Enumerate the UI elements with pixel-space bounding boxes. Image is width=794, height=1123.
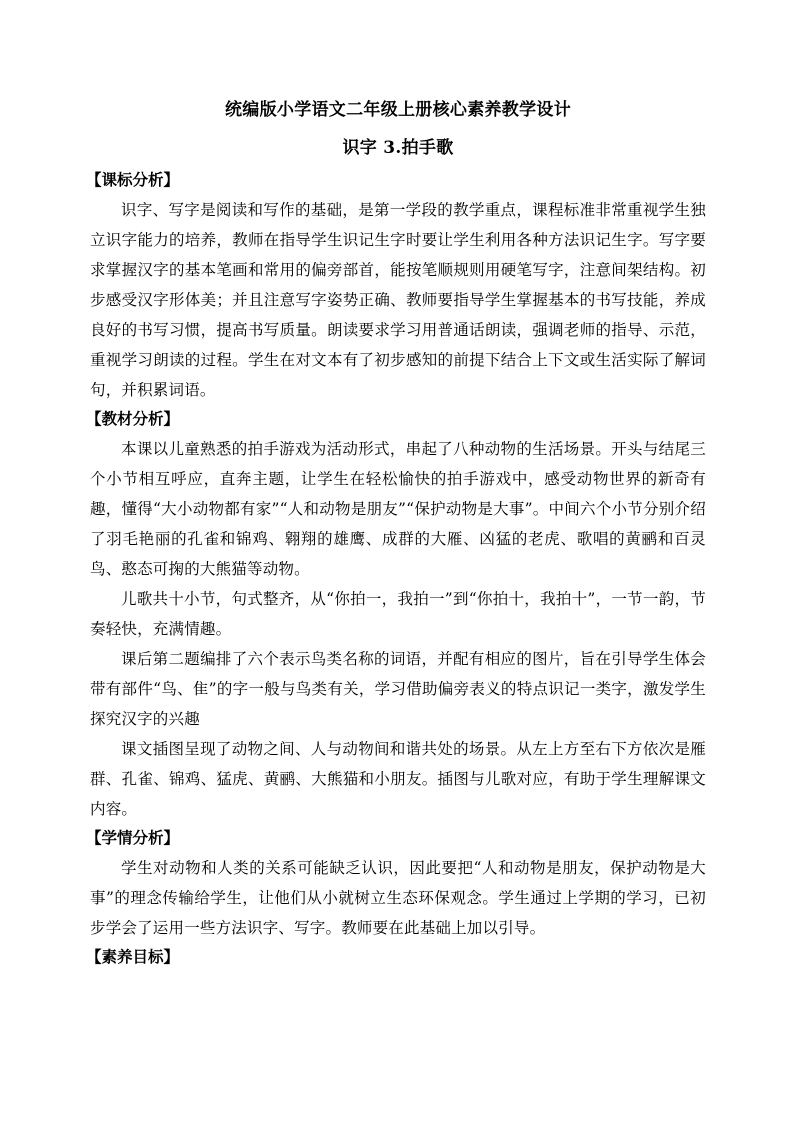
paragraph: 课后第二题编排了六个表示鸟类名称的词语，并配有相应的图片，旨在引导学生体会带有部件“鸟、隹”的字一般与鸟类有关，学习借助偏旁表义的特点识记一类字，激发学生探究汉字的兴趣 [90, 650, 706, 728]
section-textbook [86, 405, 706, 824]
section-curriculum [86, 166, 706, 405]
paragraph: 学生对动物和人类的关系可能缺乏认识，因此要把“人和动物是朋友，保护动物是大事”的理念传输给学生，让他们从小就树立生态环保观念。学生通过上学期的学习，已初步学会了运用一些方法识字、写字。教师要在此基础上加以引导。 [90, 859, 706, 937]
section-heading-goals: 【素养目标】 [86, 948, 180, 966]
document-page [86, 98, 706, 972]
paragraph: 识字、写字是阅读和写作的基础，是第一学段的教学重点，课程标准非常重视学生独立识字能力的培养，教师在指导学生识记生字时要让学生利用各种方法识记生字。写字要求掌握汉字的基本笔画和常用的偏旁部首，能按笔顺规则用硬笔写字，注意间架结构。初步感受汉字形体美；并且注意写字姿势正确、教师要指导学生掌握基本的书写技能，养成良好的书写习惯，提高书写质量。朗读要求学习用普通话朗读，强调老师的指导、示范，重视学习朗读的过程。学生在对文本有了初步感知的前提下结合上下文或生活实际了解词句，并积累词语。 [90, 201, 706, 399]
paragraph: 儿歌共十小节，句式整齐，从“你拍一，我拍一”到“你拍十，我拍十”，一节一韵，节奏轻快，充满情趣。 [90, 590, 706, 638]
lesson-title: 识字 3.拍手歌 [342, 138, 454, 158]
paragraph: 课文插图呈现了动物之间、人与动物间和谐共处的场景。从左上方至右下方依次是雁群、孔雀、锦鸡、猛虎、黄鹂、大熊猫和小朋友。插图与儿歌对应，有助于学生理解课文内容。 [90, 740, 706, 818]
paragraph: 本课以儿童熟悉的拍手游戏为活动形式，串起了八种动物的生活场景。开头与结尾三个小节相互呼应，直奔主题，让学生在轻松愉快的拍手游戏中，感受动物世界的新奇有趣，懂得“大小动物都有家”“人和动物是朋友”“保护动物是大事”。中间六个小节分别介绍了羽毛艳丽的孔雀和锦鸡、翱翔的雄鹰、成群的大雁、凶猛的老虎、歌唱的黄鹂和百灵鸟、憨态可掬的大熊猫等动物。 [90, 440, 706, 578]
document-title: 统编版小学语文二年级上册核心素养教学设计 [225, 100, 571, 120]
section-heading-curriculum: 【课标分析】 [86, 171, 180, 189]
section-heading-learners: 【学情分析】 [86, 829, 180, 847]
section-heading-textbook: 【教材分析】 [86, 410, 180, 428]
section-learners [86, 824, 706, 943]
section-goals [86, 943, 706, 972]
